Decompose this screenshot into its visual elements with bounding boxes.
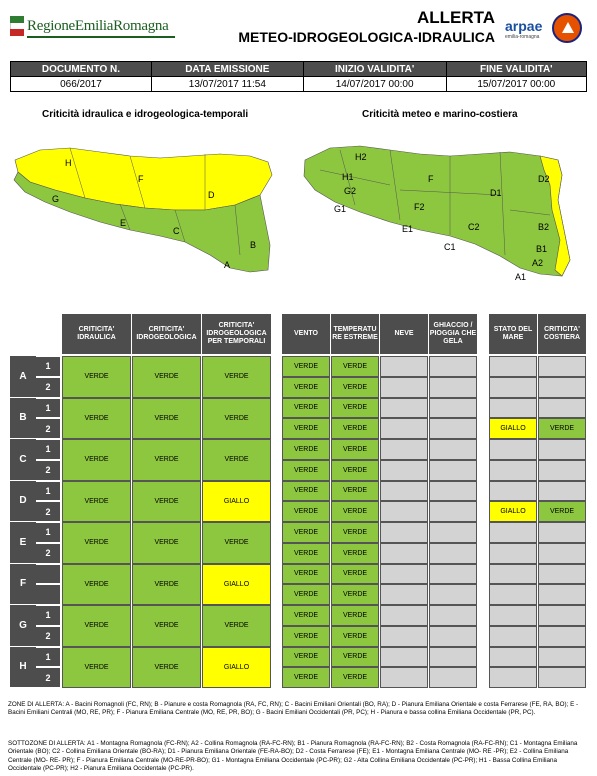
- cell-criticita-costiera: [538, 439, 586, 460]
- cell-vento: VERDE: [282, 398, 330, 419]
- cell-vento: VERDE: [282, 522, 330, 543]
- cell-temperature: VERDE: [331, 584, 379, 605]
- subzone-label: 1: [36, 356, 60, 376]
- arpae-logo: arpae: [505, 18, 543, 34]
- cell-criticita-costiera: VERDE: [538, 501, 586, 522]
- subzone-label: 2: [36, 460, 60, 480]
- cell-ghiaccio: [429, 439, 477, 460]
- cell-temperature: VERDE: [331, 418, 379, 439]
- header-criticita-costiera: CRITICITA' COSTIERA: [538, 314, 586, 354]
- cell-neve: [380, 481, 428, 502]
- zone-label: D: [10, 481, 36, 522]
- subzone-label: 1: [36, 522, 60, 542]
- arpae-logo-sub: emilia-romagna: [505, 34, 540, 40]
- cell-temporali: VERDE: [202, 356, 271, 398]
- zone-notes: ZONE DI ALLERTA: A - Bacini Romagnoli (FC, RN); B - Pianure e costa Romagnola (RA, FC, RN); C - Bacini Emiliani Orientali (BO, RA); D - Pianura Emiliana Orientale e costa Ferrarese (FE, RA, BO); E - Bacini Emiliani Centrali (MO, RE, PR); F - Pianura Emiliana Centrale (MO, RE, PR, BO); G - Bacini Emiliani Occidentali (PR, PC); H - Pianura e bassa collina Emiliana Occidentale (PR, PC).: [8, 701, 579, 717]
- cell-vento: VERDE: [282, 667, 330, 688]
- cell-stato-mare: [489, 356, 537, 377]
- cell-ghiaccio: [429, 647, 477, 668]
- cell-idraulica: VERDE: [62, 522, 131, 564]
- cell-ghiaccio: [429, 626, 477, 647]
- logo-text: RegioneEmiliaRomagna: [27, 18, 169, 34]
- map-label-g1: G1: [334, 204, 347, 214]
- subzone-label: 2: [36, 626, 60, 646]
- cell-temperature: VERDE: [331, 501, 379, 522]
- cell-temperature: VERDE: [331, 522, 379, 543]
- cell-vento: VERDE: [282, 439, 330, 460]
- cell-temperature: VERDE: [331, 667, 379, 688]
- cell-stato-mare: [489, 522, 537, 543]
- header-neve: NEVE: [380, 314, 428, 354]
- subzone-label: 2: [36, 418, 60, 438]
- cell-temporali: GIALLO: [202, 564, 271, 606]
- cell-stato-mare: [489, 481, 537, 502]
- cell-temperature: VERDE: [331, 543, 379, 564]
- cell-idrogeologica: VERDE: [132, 647, 201, 689]
- cell-vento: VERDE: [282, 418, 330, 439]
- cell-temperature: VERDE: [331, 377, 379, 398]
- cell-stato-mare: [489, 584, 537, 605]
- subzone-label: 2: [36, 377, 60, 397]
- subzone-label: 1: [36, 647, 60, 667]
- page-subtitle: METEO-IDROGEOLOGICA-IDRAULICA: [238, 29, 495, 45]
- cell-neve: [380, 626, 428, 647]
- cell-neve: [380, 398, 428, 419]
- cell-stato-mare: [489, 377, 537, 398]
- cell-vento: VERDE: [282, 356, 330, 377]
- header-documento: DOCUMENTO N.: [11, 62, 152, 77]
- zone-label: G: [10, 605, 36, 646]
- page-title: ALLERTA: [416, 8, 495, 27]
- map-label-a1: A1: [515, 272, 527, 282]
- cell-criticita-costiera: [538, 647, 586, 668]
- cell-neve: [380, 584, 428, 605]
- header-idraulica: CRITICITA' IDRAULICA: [62, 314, 131, 354]
- cell-temperature: VERDE: [331, 356, 379, 377]
- value-fine: 15/07/2017 00:00: [446, 77, 586, 92]
- cell-idraulica: VERDE: [62, 398, 131, 440]
- cell-stato-mare: [489, 605, 537, 626]
- cell-idraulica: VERDE: [62, 356, 131, 398]
- cell-idraulica: VERDE: [62, 481, 131, 523]
- cell-neve: [380, 418, 428, 439]
- map-label-b: B: [250, 240, 257, 250]
- cell-neve: [380, 564, 428, 585]
- header-temperature: TEMPERATU RE ESTREME: [331, 314, 379, 354]
- cell-stato-mare: [489, 667, 537, 688]
- protezione-civile-logo: [552, 13, 582, 43]
- cell-criticita-costiera: [538, 543, 586, 564]
- subzone-label: 2: [36, 501, 60, 521]
- header-ghiaccio: GHIACCIO / PIOGGIA CHE GELA: [429, 314, 477, 354]
- map-label-e: E: [120, 218, 127, 228]
- cell-vento: VERDE: [282, 460, 330, 481]
- value-emissione: 13/07/2017 11:54: [151, 77, 303, 92]
- header-temporali: CRITICITA' IDROGEOLOGICA PER TEMPORALI: [202, 314, 271, 354]
- sottozone-notes: SOTTOZONE DI ALLERTA: A1 - Montagna Romagnola (FC-RN); A2 - Collina Romagnola (RA-FC-RN); B1 - Pianura Romagnola (RA-FC-RN); B2 - Costa Romagnola (RA-FC-RN); C1 - Montagna Emiliana Orientale (BO); C2 - Collina Emiliana Orientale (BO-RA); D1 - Pianura Emiliana Orientale (FE-RA-BO); D2 - Costa Ferrarese (FE); E1 - Montagna Emiliana Centrale (MO- RE -PR); E2 - Collina Emiliana Centrale (MO- RE- PR); F - Pianura Emiliana Centrale (MO-RE-PR-BO); G1 - Montagna Emiliana Occidentale (PC-PR); G2 - Alta Collina Emiliana Occidentale (PC-PR); H1 - Bassa Collina Emiliana Occidentale (PC-PR); H2 - Pianura Emiliana Occidentale (PC-PR).: [8, 740, 578, 772]
- map-label-e1: E1: [402, 224, 414, 234]
- subzone-label: 1: [36, 481, 60, 501]
- cell-stato-mare: [489, 647, 537, 668]
- cell-ghiaccio: [429, 481, 477, 502]
- cell-neve: [380, 647, 428, 668]
- cell-neve: [380, 605, 428, 626]
- cell-idrogeologica: VERDE: [132, 481, 201, 523]
- cell-ghiaccio: [429, 543, 477, 564]
- cell-stato-mare: GIALLO: [489, 418, 537, 439]
- cell-temperature: VERDE: [331, 439, 379, 460]
- cell-ghiaccio: [429, 398, 477, 419]
- cell-neve: [380, 543, 428, 564]
- cell-stato-mare: GIALLO: [489, 501, 537, 522]
- map-label-b1: B1: [536, 244, 548, 254]
- map-label-g2: G2: [344, 186, 357, 196]
- cell-ghiaccio: [429, 564, 477, 585]
- map-label-c2: C2: [468, 222, 480, 232]
- cell-vento: VERDE: [282, 584, 330, 605]
- cell-temperature: VERDE: [331, 564, 379, 585]
- cell-neve: [380, 501, 428, 522]
- right-map: [300, 130, 585, 290]
- flag-icon: [10, 16, 24, 36]
- cell-idrogeologica: VERDE: [132, 398, 201, 440]
- subzone-label: 1: [36, 439, 60, 459]
- cell-stato-mare: [489, 564, 537, 585]
- cell-criticita-costiera: [538, 605, 586, 626]
- cell-temperature: VERDE: [331, 398, 379, 419]
- map-label-d1: D1: [490, 188, 502, 198]
- cell-idraulica: VERDE: [62, 647, 131, 689]
- cell-ghiaccio: [429, 522, 477, 543]
- cell-criticita-costiera: [538, 356, 586, 377]
- cell-ghiaccio: [429, 418, 477, 439]
- cell-criticita-costiera: [538, 481, 586, 502]
- header-vento: VENTO: [282, 314, 330, 354]
- header-fine: FINE VALIDITA': [446, 62, 586, 77]
- value-inizio: 14/07/2017 00:00: [303, 77, 446, 92]
- zone-label: C: [10, 439, 36, 480]
- cell-idrogeologica: VERDE: [132, 605, 201, 647]
- cell-stato-mare: [489, 439, 537, 460]
- subzone-label: 2: [36, 543, 60, 563]
- header-emissione: DATA EMISSIONE: [151, 62, 303, 77]
- cell-neve: [380, 377, 428, 398]
- cell-ghiaccio: [429, 377, 477, 398]
- subzone-label: 1: [36, 605, 60, 625]
- cell-ghiaccio: [429, 501, 477, 522]
- cell-ghiaccio: [429, 605, 477, 626]
- zone-label: A: [10, 356, 36, 397]
- cell-ghiaccio: [429, 460, 477, 481]
- cell-vento: VERDE: [282, 626, 330, 647]
- cell-temperature: VERDE: [331, 460, 379, 481]
- map-label-h: H: [65, 158, 72, 168]
- cell-idrogeologica: VERDE: [132, 356, 201, 398]
- header-stato-mare: STATO DEL MARE: [489, 314, 537, 354]
- cell-vento: VERDE: [282, 543, 330, 564]
- cell-vento: VERDE: [282, 605, 330, 626]
- header-inizio: INIZIO VALIDITA': [303, 62, 446, 77]
- cell-criticita-costiera: [538, 667, 586, 688]
- zone-label: H: [10, 647, 36, 688]
- cell-criticita-costiera: [538, 626, 586, 647]
- map-label-f: F: [138, 174, 144, 184]
- cell-temperature: VERDE: [331, 605, 379, 626]
- cell-temporali: VERDE: [202, 398, 271, 440]
- cell-idrogeologica: VERDE: [132, 439, 201, 481]
- map-label-d: D: [208, 190, 215, 200]
- cell-criticita-costiera: [538, 398, 586, 419]
- cell-idraulica: VERDE: [62, 564, 131, 606]
- map-label-f: F: [428, 174, 434, 184]
- cell-ghiaccio: [429, 667, 477, 688]
- subzone-label: 2: [36, 667, 60, 687]
- map-label-c: C: [173, 226, 180, 236]
- zone-label: F: [10, 564, 36, 605]
- cell-idraulica: VERDE: [62, 605, 131, 647]
- map-label-a: A: [224, 260, 231, 270]
- right-map-title: Criticità meteo e marino-costiera: [362, 109, 518, 120]
- cell-vento: VERDE: [282, 501, 330, 522]
- cell-criticita-costiera: VERDE: [538, 418, 586, 439]
- map-label-a2: A2: [532, 258, 544, 268]
- cell-temporali: VERDE: [202, 605, 271, 647]
- cell-idrogeologica: VERDE: [132, 564, 201, 606]
- cell-idrogeologica: VERDE: [132, 522, 201, 564]
- document-info-table: [10, 61, 587, 92]
- cell-temporali: GIALLO: [202, 647, 271, 689]
- zone-label: E: [10, 522, 36, 563]
- cell-stato-mare: [489, 626, 537, 647]
- map-label-h1: H1: [342, 172, 354, 182]
- subzone-label: [36, 564, 60, 584]
- cell-temporali: VERDE: [202, 439, 271, 481]
- cell-neve: [380, 439, 428, 460]
- cell-idraulica: VERDE: [62, 439, 131, 481]
- map-label-g: G: [52, 194, 60, 204]
- cell-criticita-costiera: [538, 584, 586, 605]
- cell-stato-mare: [489, 460, 537, 481]
- cell-neve: [380, 522, 428, 543]
- cell-ghiaccio: [429, 584, 477, 605]
- cell-criticita-costiera: [538, 377, 586, 398]
- header-idrogeologica: CRITICITA' IDROGEOLOGICA: [132, 314, 201, 354]
- cell-neve: [380, 356, 428, 377]
- value-documento: 066/2017: [11, 77, 152, 92]
- map-label-c1: C1: [444, 242, 456, 252]
- subzone-label: 1: [36, 398, 60, 418]
- cell-vento: VERDE: [282, 564, 330, 585]
- cell-neve: [380, 667, 428, 688]
- cell-neve: [380, 460, 428, 481]
- cell-criticita-costiera: [538, 460, 586, 481]
- left-map-title: Criticità idraulica e idrogeologica-temporali: [42, 109, 249, 120]
- cell-temporali: GIALLO: [202, 481, 271, 523]
- cell-vento: VERDE: [282, 377, 330, 398]
- left-map: [10, 130, 280, 290]
- cell-criticita-costiera: [538, 564, 586, 585]
- cell-ghiaccio: [429, 356, 477, 377]
- cell-criticita-costiera: [538, 522, 586, 543]
- map-label-f2: F2: [414, 202, 425, 212]
- cell-temperature: VERDE: [331, 647, 379, 668]
- map-label-h2: H2: [355, 152, 367, 162]
- cell-vento: VERDE: [282, 481, 330, 502]
- map-label-d2: D2: [538, 174, 550, 184]
- zone-label: B: [10, 398, 36, 439]
- cell-stato-mare: [489, 543, 537, 564]
- cell-stato-mare: [489, 398, 537, 419]
- cell-temporali: VERDE: [202, 522, 271, 564]
- cell-temperature: VERDE: [331, 626, 379, 647]
- region-logo: [10, 12, 175, 42]
- map-label-b2: B2: [538, 222, 550, 232]
- subzone-label: [36, 584, 60, 604]
- cell-vento: VERDE: [282, 647, 330, 668]
- cell-temperature: VERDE: [331, 481, 379, 502]
